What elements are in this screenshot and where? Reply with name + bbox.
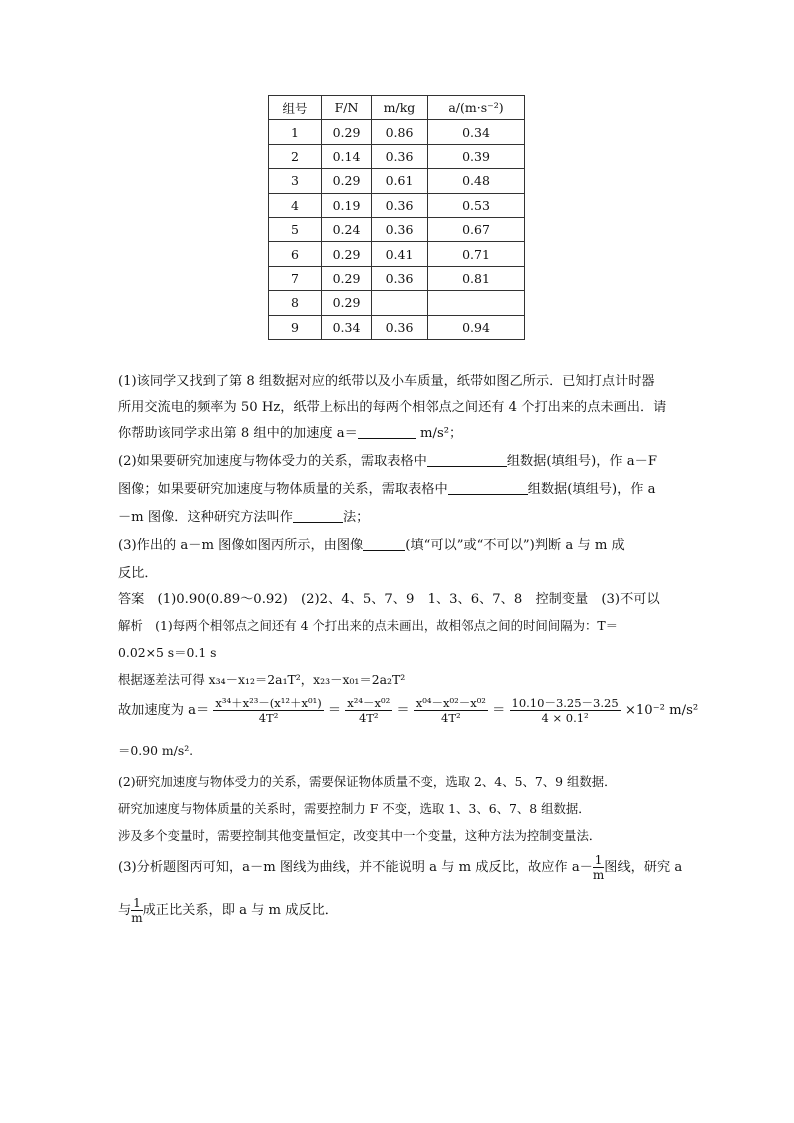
table-row [269,120,525,144]
table-cell: 8 [269,291,322,315]
table-cell: 1 [269,120,322,144]
q3-text-1b: (填“可以”或“不可以”)判断 a 与 m 成 [405,538,625,553]
formula-fraction-2 [345,696,392,725]
table-cell: 0.61 [372,169,428,193]
q2-text-2a: 图像；如果要研究加速度与物体质量的关系，需取表格中 [118,482,448,497]
formula-suffix: ×10⁻² m/s² [624,703,699,718]
q2-text-3a: －m 图像．这种研究方法叫作 [118,510,293,525]
table-cell: 9 [269,315,322,339]
table-cell: 3 [269,169,322,193]
analysis-part2-line-3: 涉及多个变量时，需要控制其他变量恒定，改变其中一个变量，这种方法为控制变量法． [118,828,602,843]
fraction-1-denominator: 4T² [258,711,279,725]
table-cell: 5 [269,217,322,241]
table-cell: 2 [269,144,322,168]
table-cell: 0.67 [428,217,525,241]
answer-blank-1[interactable] [358,424,416,439]
table-cell: 0.36 [372,315,428,339]
formula-fraction-4 [510,696,621,725]
answer-blank-2[interactable] [427,452,507,467]
table-row [269,266,525,290]
table-cell: 0.48 [428,169,525,193]
table-row [269,193,525,217]
header-mass: m/kg [372,96,428,120]
table-cell: 0.86 [372,120,428,144]
table-cell: 0.53 [428,193,525,217]
answer-line: 答案 (1)0.90(0.89～0.92) (2)2、4、5、7、9 1、3、6、7、8 控制变量 (3)不可以 [118,592,660,607]
table-row [269,217,525,241]
table-cell: 0.36 [372,193,428,217]
table-cell: 0.36 [372,144,428,168]
q2-line-1 [118,451,657,473]
table-cell: 0.29 [322,266,372,290]
table-row [269,315,525,339]
q1-text-b: m/s²； [415,426,463,441]
analysis-part3-line-1 [118,853,682,882]
analysis-line-3: 根据逐差法可得 x₃₄－x₁₂＝2a₁T²，x₂₃－x₀₁＝2a₂T² [118,672,406,687]
analysis-result: ＝0.90 m/s². [118,743,194,758]
part3-text-b: 图线，研究 a [604,860,683,875]
table-row [269,144,525,168]
one-over-m-numerator-2: 1 [133,896,141,910]
one-over-m-fraction-2 [131,896,142,925]
table-cell: 0.34 [428,120,525,144]
fraction-3-numerator: x⁰⁴－x⁰²－x⁰² [415,696,486,710]
table-cell: 0.29 [322,242,372,266]
fraction-4-numerator: 10.10－3.25－3.25 [511,696,619,710]
table-cell: 0.19 [322,193,372,217]
part3-text-a: (3)分析题图丙可知，a－m 图线为曲线，并不能说明 a 与 m 成反比，故应作 a－ [118,860,593,875]
table-cell: 0.29 [322,169,372,193]
table-header-row [269,96,525,120]
table-cell: 0.41 [372,242,428,266]
table-cell: 0.14 [322,144,372,168]
q2-line-3 [118,507,369,529]
part3-text-d: 成正比关系，即 a 与 m 成反比． [142,903,338,918]
table-row [269,291,525,315]
q3-line-1 [118,535,625,557]
q1-line-3 [118,423,462,445]
table-row [269,242,525,266]
table-cell: 0.94 [428,315,525,339]
fraction-4-denominator: 4 × 0.1² [541,711,589,725]
analysis-line-2: 0.02×5 s＝0.1 s [118,645,217,660]
one-over-m-numerator: 1 [594,853,603,867]
answer-blank-3[interactable] [448,480,528,495]
formula-prefix: 故加速度为 a＝ [118,703,210,718]
one-over-m-fraction [593,853,604,882]
q2-text-3b: 法； [342,510,370,525]
q2-text-2b: 组数据(填组号)，作 a [527,482,656,497]
q2-text-1b: 组数据(填组号)，作 a－F [506,454,657,469]
fraction-2-denominator: 4T² [358,711,379,725]
answer-blank-5[interactable] [363,536,405,551]
equals-sign-1: ＝ [327,703,342,718]
part3-text-c: 与 [118,903,132,918]
fraction-3-denominator: 4T² [441,711,461,725]
q1-line-1: (1)该同学又找到了第 8 组数据对应的纸带以及小车质量，纸带如图乙所示．已知打点计时器 [118,374,655,389]
table-cell: 4 [269,193,322,217]
fraction-2-numerator: x²⁴－x⁰² [347,696,391,710]
table-cell: 0.81 [428,266,525,290]
table-cell [428,291,525,315]
one-over-m-denominator-2: m [131,911,143,925]
analysis-part2-line-2: 研究加速度与物体质量的关系时，需要控制力 F 不变，选取 1、3、6、7、8 组数据． [118,801,591,816]
header-force: F/N [322,96,372,120]
q3-text-1a: (3)作出的 a－m 图像如图丙所示，由图像 [118,538,364,553]
q3-line-2: 反比． [118,566,158,581]
table-cell: 0.29 [322,120,372,144]
header-group: 组号 [269,96,322,120]
table-cell: 0.34 [322,315,372,339]
table-cell: 0.71 [428,242,525,266]
table-cell: 0.36 [372,217,428,241]
analysis-part3-line-2 [118,896,338,925]
q1-text-a: 你帮助该同学求出第 8 组中的加速度 a＝ [118,426,358,441]
data-table [268,95,525,340]
table-cell: 0.39 [428,144,525,168]
table-cell: 7 [269,266,322,290]
analysis-part2-line-1: (2)研究加速度与物体受力的关系，需要保证物体质量不变，选取 2、4、5、7、9 组数据． [118,774,617,789]
table-row [269,169,525,193]
table-cell: 0.36 [372,266,428,290]
table-cell: 0.24 [322,217,372,241]
formula-fraction-1 [213,696,323,725]
formula-fraction-3 [414,696,488,725]
q1-line-2: 所用交流电的频率为 50 Hz，纸带上标出的每两个相邻点之间还有 4 个打出来的点未画出．请 [118,400,667,415]
analysis-line-1: 解析 (1)每两个相邻点之间还有 4 个打出来的点未画出，故相邻点之间的时间间隔为：T＝ [118,618,619,633]
fraction-1-numerator: x³⁴＋x²³－(x¹²＋x⁰¹) [215,696,322,710]
one-over-m-denominator: m [592,868,605,882]
header-acceleration: a/(m·s⁻²) [428,96,525,120]
q2-text-1a: (2)如果要研究加速度与物体受力的关系，需取表格中 [118,454,427,469]
table-cell [372,291,428,315]
q2-line-2 [118,479,656,501]
acceleration-formula [118,696,698,725]
equals-sign-3: ＝ [492,703,506,718]
answer-blank-4[interactable] [293,508,343,523]
equals-sign-2: ＝ [396,703,410,718]
table-cell: 0.29 [322,291,372,315]
table-cell: 6 [269,242,322,266]
